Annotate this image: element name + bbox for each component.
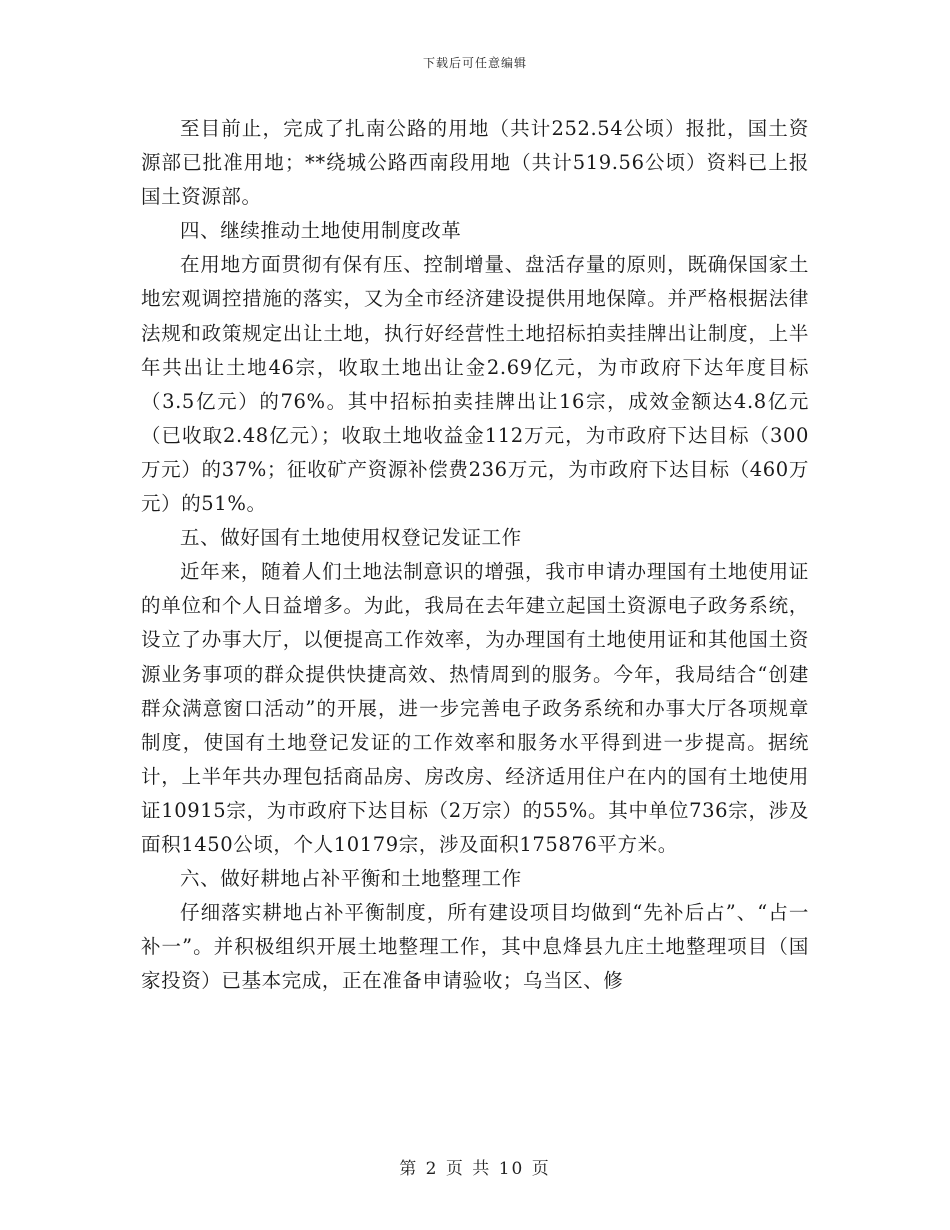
document-body (141, 112, 809, 998)
paragraph-registration: 近年来，随着人们土地法制意识的增强，我市申请办理国有土地使用证的单位和个人日益增多。为此，我局在去年建立起国土资源电子政务系统，设立了办事大厅，以便提高工作效率，为办理国有土地使用证和其他国土资源业务事项的群众提供快捷高效、热情周到的服务。今年，我局结合“创建群众满意窗口活动”的开展，进一步完善电子政务系统和办事大厅各项规章制度，使国有土地登记发证的工作效率和服务水平得到进一步提高。据统计，上半年共办理包括商品房、房改房、经济适用住户在内的国有土地使用证10915宗，为市政府下达目标（2万宗）的55%。其中单位736宗，涉及面积1450公顷，个人10179宗，涉及面积175876平方米。 (141, 560, 809, 856)
page-header: 下载后可任意编辑 (422, 56, 527, 70)
paragraph-farmland-balance: 仔细落实耕地占补平衡制度，所有建设项目均做到“先补后占”、“占一补一”。并积极组织开展土地整理工作，其中息烽县九庄土地整理项目（国家投资）已基本完成，正在准备申请验收；乌当区、修 (141, 901, 809, 993)
page-number-footer: 第 2 页 共 10 页 (399, 1159, 551, 1179)
paragraph-land-approval: 至目前止，完成了扎南公路的用地（共计252.54公顷）报批，国土资源部已批准用地；**绕城公路西南段用地（共计519.56公顷）资料已上报国土资源部。 (141, 117, 809, 209)
section-heading-5: 五、做好国有土地使用权登记发证工作 (180, 526, 522, 550)
paragraph-land-reform: 在用地方面贯彻有保有压、控制增量、盘活存量的原则，既确保国家土地宏观调控措施的落实，又为全市经济建设提供用地保障。并严格根据法律法规和政策规定出让土地，执行好经营性土地招标拍卖挂牌出让制度，上半年共出让土地46宗，收取土地出让金2.69亿元，为市政府下达年度目标（3.5亿元）的76%。其中招标拍卖挂牌出让16宗，成效金额达4.8亿元（已收取2.48亿元）；收取土地收益金112万元，为市政府下达目标（300万元）的37%；征收矿产资源补偿费236万元，为市政府下达目标（460万元）的51%。 (141, 253, 809, 516)
section-heading-6: 六、做好耕地占补平衡和土地整理工作 (180, 867, 522, 891)
section-heading-4: 四、继续推动土地使用制度改革 (180, 219, 462, 243)
